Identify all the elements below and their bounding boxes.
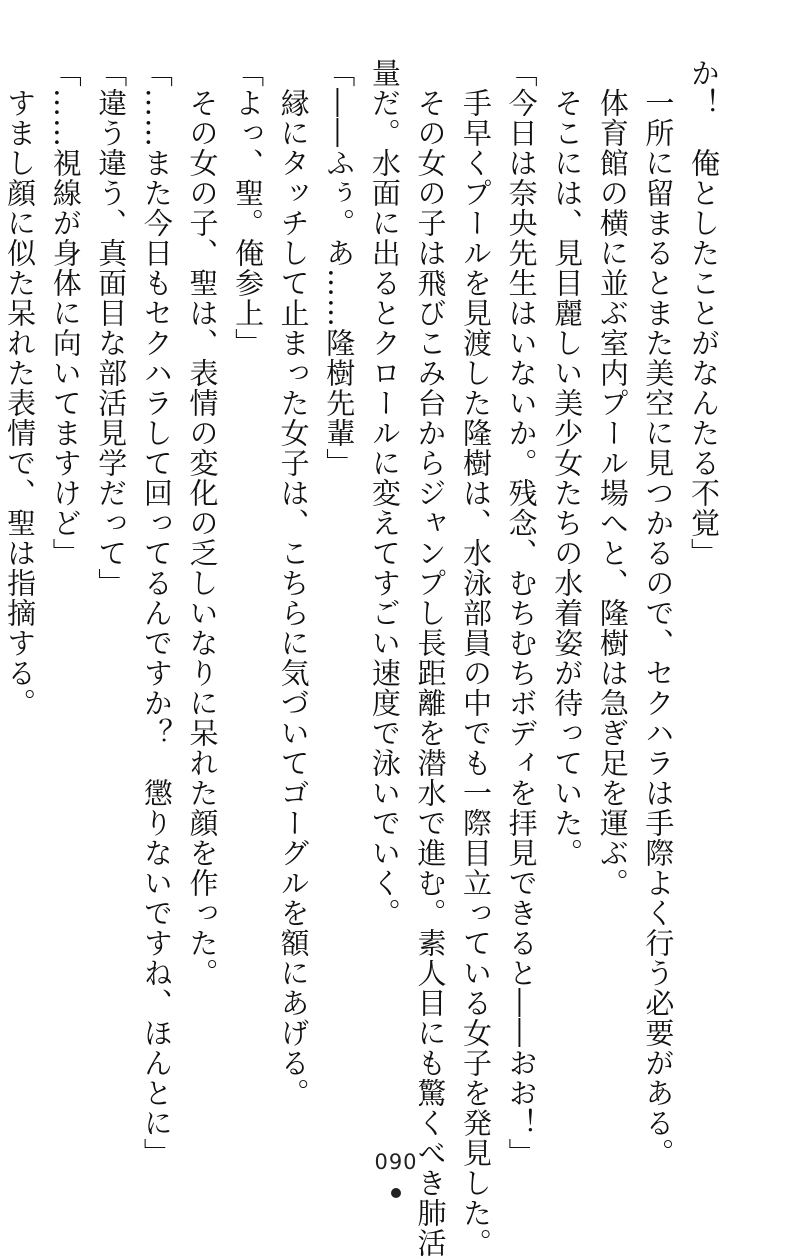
text-line: その女の子、聖は、表情の変化の乏しいなりに呆れた顔を作った。 [185, 58, 220, 988]
text-line: 「……また今日もセクハラして回ってるんですか？ 懲りないですね、ほんとに」 [139, 58, 174, 1168]
text-line: 体育館の横に並ぶ室内プール場へと、隆樹は急ぎ足を運ぶ。 [595, 58, 630, 898]
text-line: 縁にタッチして止まった女子は、こちらに気づいてゴーグルを額にあげる。 [276, 58, 311, 1108]
text-line: 「違う違う、真面目な部活見学だって」 [94, 58, 129, 598]
text-line: 「――ふぅ。あ……隆樹先輩」 [322, 58, 357, 478]
page-number: 090 [374, 1150, 418, 1174]
text-line: その女の子は飛びこみ台からジャンプし長距離を潜水で進む。素人目にも驚くべき肺活 [413, 58, 448, 1258]
text-line: 「よっ、聖。俺参上」 [231, 58, 266, 358]
text-line: 「今日は奈央先生はいないか。残念、むちむちボディを拝見できると――おお！」 [504, 58, 539, 1168]
text-line: 量だ。水面に出るとクロールに変えてすごい速度で泳いでいく。 [367, 58, 402, 928]
page-dot-mark [391, 1188, 401, 1198]
text-line: 手早くプールを見渡した隆樹は、水泳部員の中でも一際目立っている女子を発見した。 [459, 58, 494, 1258]
text-line: すまし顔に似た呆れた表情で、聖は指摘する。 [3, 58, 38, 718]
text-line: か！ 俺としたことがなんたる不覚」 [687, 58, 721, 568]
text-line: そこには、見目麗しい美少女たちの水着姿が待っていた。 [550, 58, 585, 868]
text-line: 「……視線が身体に向いてますけど」 [48, 58, 83, 568]
text-line: 一所に留まるとまた美空に見つかるので、セクハラは手際よく行う必要がある。 [641, 58, 676, 1168]
